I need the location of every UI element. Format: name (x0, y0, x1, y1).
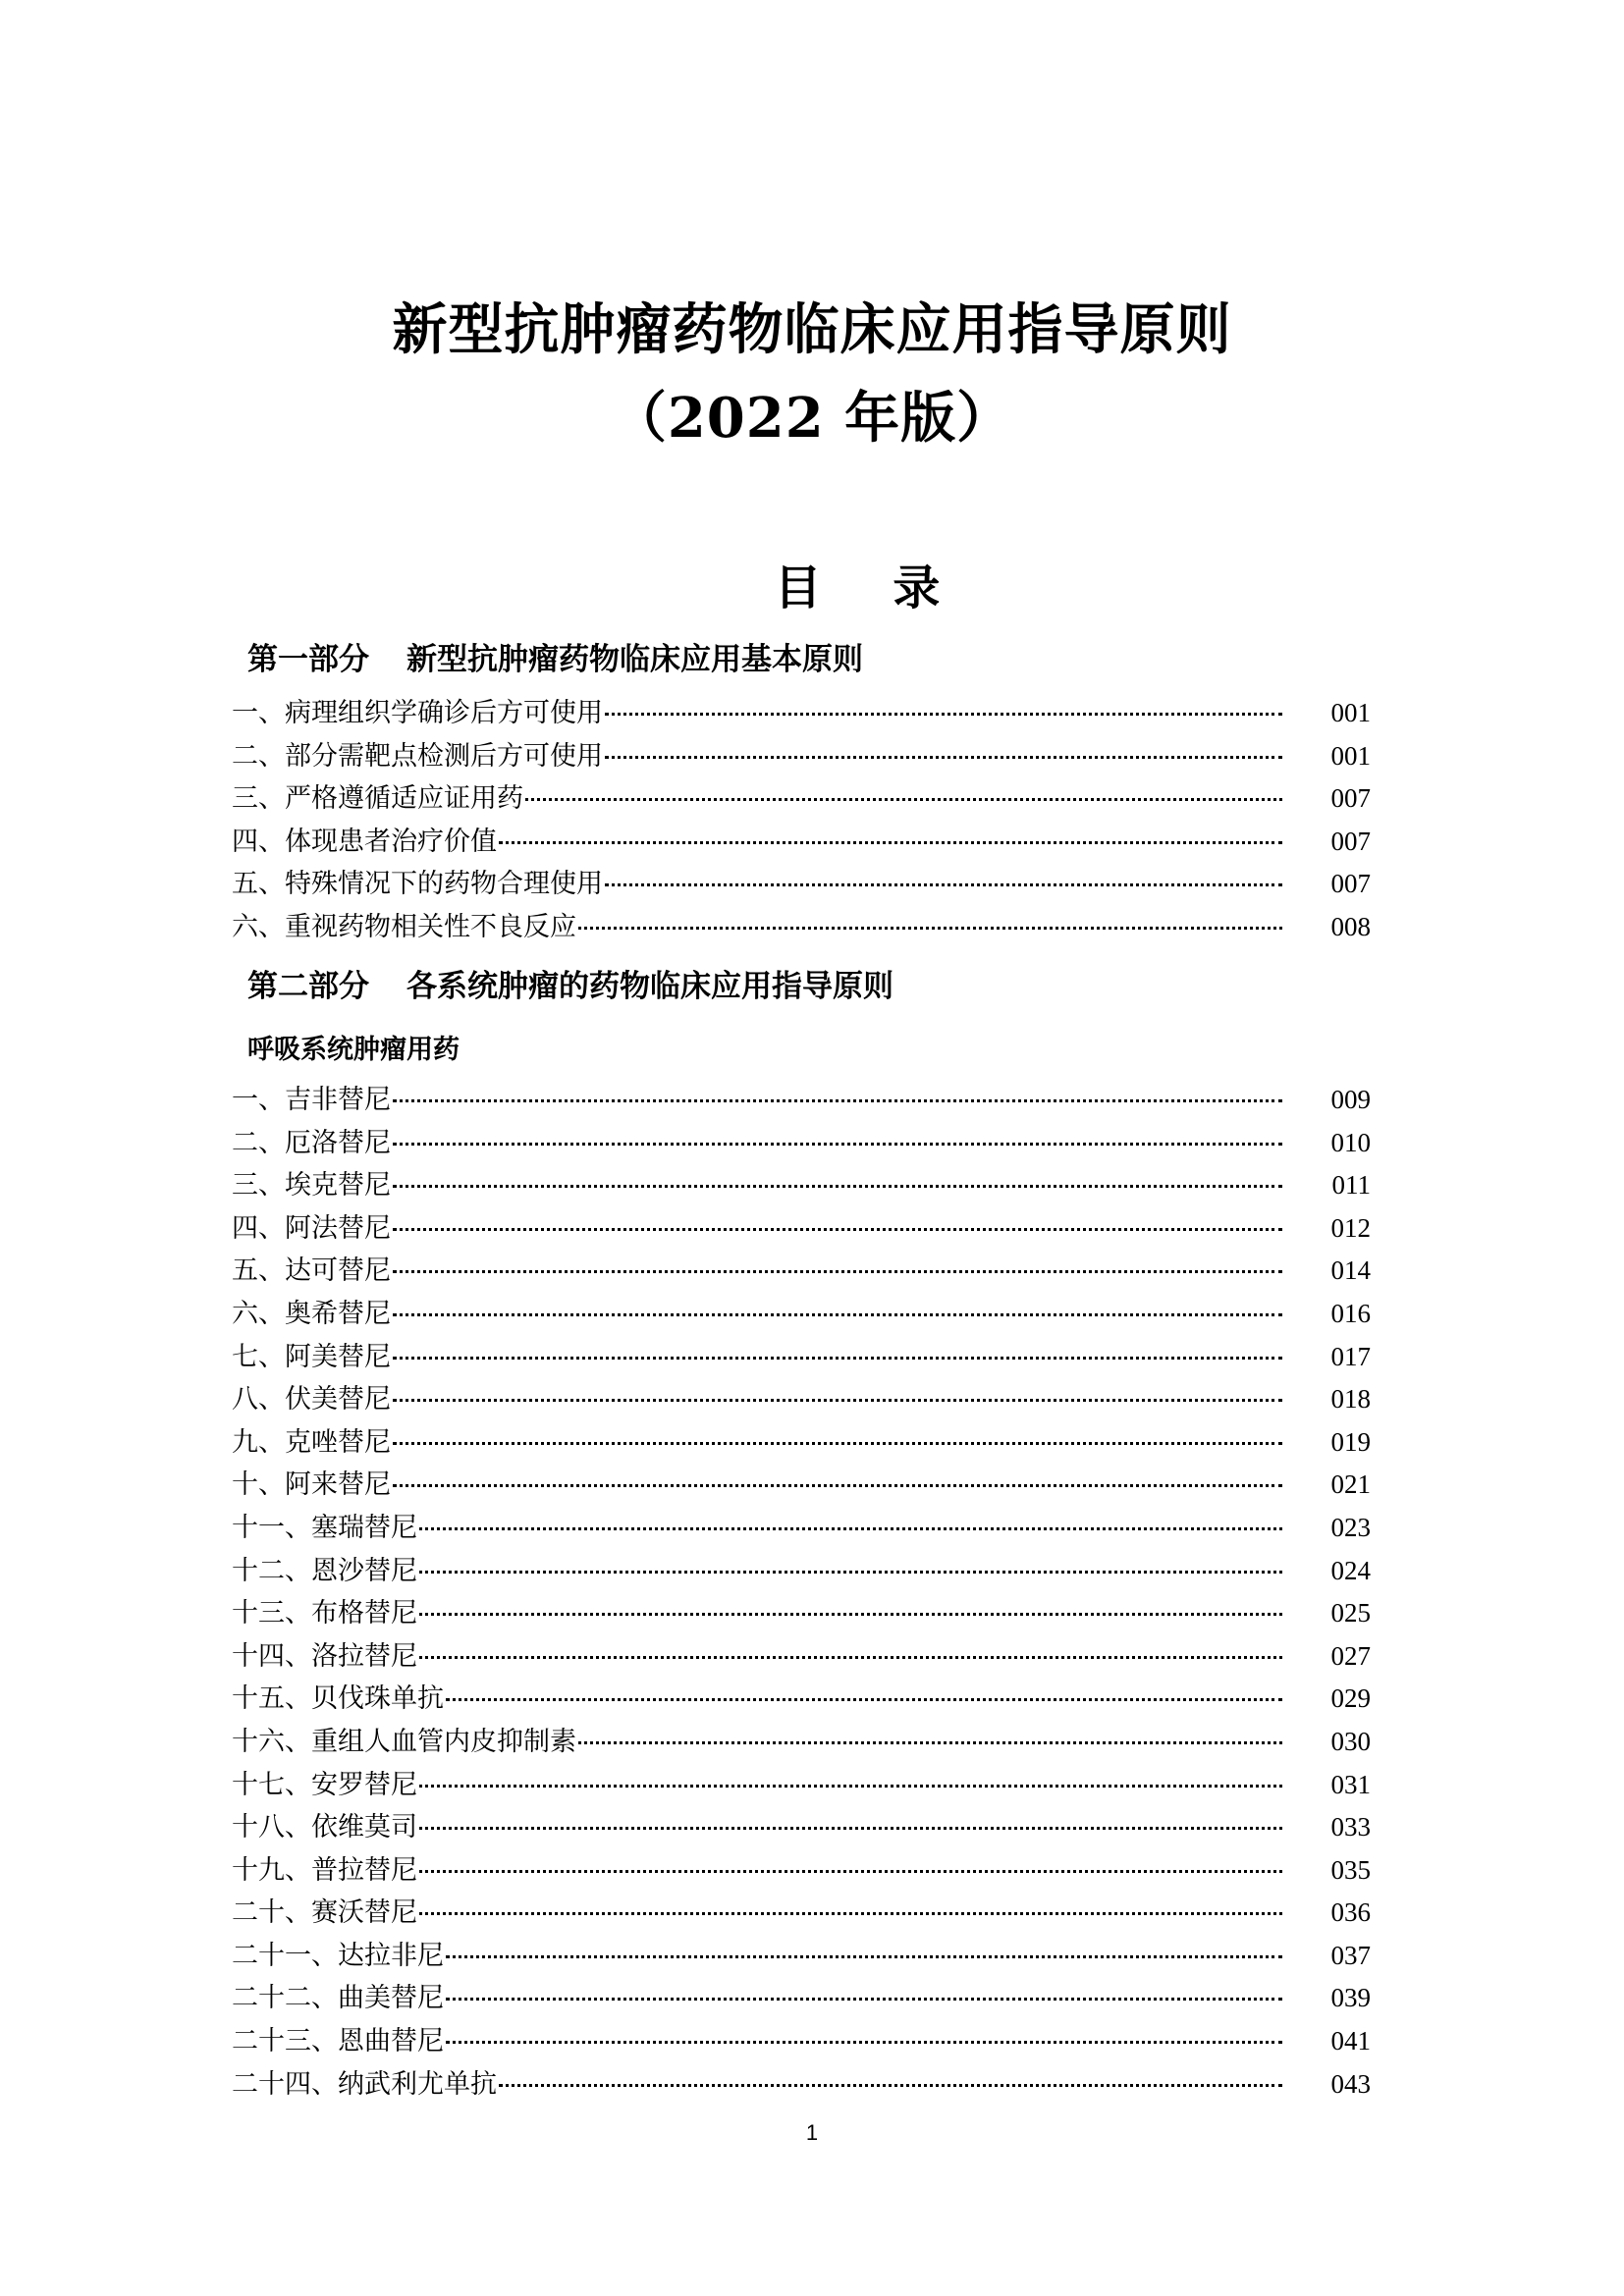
toc-entry[interactable] (232, 1635, 1371, 1679)
toc-entry[interactable] (232, 1122, 1371, 1165)
toc-entry[interactable] (232, 1977, 1371, 2020)
toc-entry[interactable] (232, 735, 1371, 778)
toc-dot-leader (605, 713, 1282, 716)
toc-entry-label: 二十一、达拉非尼 (232, 1940, 444, 1971)
toc-dot-leader (419, 1827, 1282, 1830)
toc-entry[interactable] (232, 1806, 1371, 1849)
page-number: 1 (805, 2120, 819, 2145)
toc-dot-leader (419, 1785, 1282, 1788)
toc-entry-label: 十二、恩沙替尼 (232, 1555, 417, 1586)
toc-entry[interactable] (232, 1550, 1371, 1593)
toc-dot-leader (393, 1185, 1282, 1188)
toc-entry[interactable] (232, 1935, 1371, 1978)
toc-entry-label: 二、厄洛替尼 (232, 1127, 391, 1158)
toc-dot-leader (393, 1399, 1282, 1402)
toc-entry[interactable] (232, 1464, 1371, 1507)
toc-entry-page: 041 (1330, 2026, 1371, 2056)
part1-title: 新型抗肿瘤药物临床应用基本原则 (406, 642, 863, 677)
toc-entry[interactable] (232, 692, 1371, 735)
part1-heading (247, 634, 863, 678)
toc-entry-label: 二十三、恩曲替尼 (232, 2026, 444, 2057)
section-heading-respiratory: 呼吸系统肿瘤用药 (247, 1035, 460, 1065)
toc-dot-leader (419, 1571, 1282, 1574)
toc-entry-page: 010 (1330, 1127, 1371, 1157)
part2-title: 各系统肿瘤的药物临床应用指导原则 (406, 969, 893, 1004)
toc-dot-leader (419, 1912, 1282, 1915)
toc-entry[interactable] (232, 1164, 1371, 1207)
toc-entry-page: 008 (1330, 911, 1371, 941)
toc-entry-label: 十九、普拉替尼 (232, 1854, 417, 1886)
toc-entry-label: 二十、赛沃替尼 (232, 1897, 417, 1929)
toc-entry-page: 023 (1330, 1512, 1371, 1542)
toc-entry[interactable] (232, 1721, 1371, 1764)
toc-entry-page: 001 (1330, 740, 1371, 771)
toc-entry[interactable] (232, 777, 1371, 821)
toc-dot-leader (605, 756, 1282, 759)
toc-entry[interactable] (232, 1207, 1371, 1251)
toc-entry[interactable] (232, 1678, 1371, 1721)
toc-entry-label: 九、克唑替尼 (232, 1426, 391, 1458)
toc-entry[interactable] (232, 1079, 1371, 1122)
toc-heading: 目 录 (774, 561, 968, 615)
toc-entry[interactable] (232, 1378, 1371, 1421)
toc-entry-label: 十六、重组人血管内皮抑制素 (232, 1726, 576, 1757)
toc-entry-label: 十四、洛拉替尼 (232, 1640, 417, 1672)
toc-entry-page: 037 (1330, 1940, 1371, 1970)
toc-entry[interactable] (232, 1849, 1371, 1893)
toc-entry[interactable] (232, 1764, 1371, 1807)
toc-entry-label: 四、体现患者治疗价值 (232, 826, 497, 857)
toc-entry[interactable] (232, 863, 1371, 906)
toc-entry-page: 016 (1330, 1298, 1371, 1328)
document-edition: （2022 年版） (611, 386, 1013, 451)
toc-entry-label: 四、阿法替尼 (232, 1212, 391, 1244)
toc-entry-page: 024 (1330, 1555, 1371, 1585)
toc-entry-label: 六、奥希替尼 (232, 1298, 391, 1329)
toc-entry[interactable] (232, 1336, 1371, 1379)
toc-entry-label: 二、部分需靶点检测后方可使用 (232, 740, 603, 772)
toc-entry-page: 007 (1330, 783, 1371, 814)
toc-entry-label: 十八、依维莫司 (232, 1812, 417, 1843)
toc-entry[interactable] (232, 1507, 1371, 1550)
toc-dot-leader (446, 1698, 1282, 1701)
toc-entry-label: 十、阿来替尼 (232, 1469, 391, 1501)
toc-entry-label: 十一、塞瑞替尼 (232, 1512, 417, 1543)
toc-entry-label: 十五、贝伐珠单抗 (232, 1683, 444, 1715)
toc-entry-page: 014 (1330, 1255, 1371, 1286)
toc-entry-page: 033 (1330, 1812, 1371, 1842)
toc-entry-page: 012 (1330, 1212, 1371, 1243)
toc-dot-leader (393, 1442, 1282, 1445)
toc-dot-leader (393, 1228, 1282, 1231)
toc-entry-label: 六、重视药物相关性不良反应 (232, 911, 576, 942)
toc-entry-page: 009 (1330, 1085, 1371, 1114)
toc-entry-label: 十七、安罗替尼 (232, 1769, 417, 1800)
toc-entry-label: 一、吉非替尼 (232, 1085, 391, 1115)
toc-entry-label: 五、特殊情况下的药物合理使用 (232, 869, 603, 900)
toc-entry[interactable] (232, 1892, 1371, 1935)
toc-entry[interactable] (232, 906, 1371, 949)
toc-dot-leader (446, 1998, 1282, 2001)
toc-dot-leader (578, 927, 1282, 930)
toc-entry-page: 036 (1330, 1897, 1371, 1928)
toc-entry[interactable] (232, 1293, 1371, 1336)
toc-entry-page: 007 (1330, 826, 1371, 856)
toc-dot-leader (446, 2041, 1282, 2044)
toc-entry-label: 三、严格遵循适应证用药 (232, 783, 523, 815)
toc-dot-leader (499, 2084, 1282, 2087)
part2-label: 第二部分 (247, 969, 369, 1004)
toc-entry[interactable] (232, 1250, 1371, 1293)
part2-toc-list (232, 1079, 1371, 2106)
toc-dot-leader (393, 1099, 1282, 1102)
toc-entry-page: 018 (1330, 1384, 1371, 1415)
toc-entry-label: 二十四、纳武利尤单抗 (232, 2068, 497, 2100)
toc-entry-page: 029 (1330, 1683, 1371, 1714)
toc-entry-page: 031 (1330, 1769, 1371, 1799)
toc-dot-leader (605, 883, 1282, 886)
toc-entry-page: 017 (1330, 1341, 1371, 1371)
toc-dot-leader (393, 1313, 1282, 1316)
toc-entry-page: 039 (1330, 1983, 1371, 2013)
toc-entry-label: 五、达可替尼 (232, 1255, 391, 1287)
toc-dot-leader (393, 1270, 1282, 1273)
toc-dot-leader (393, 1484, 1282, 1487)
toc-dot-leader (419, 1527, 1282, 1530)
toc-entry-page: 021 (1330, 1469, 1371, 1500)
toc-entry[interactable] (232, 821, 1371, 864)
toc-entry-label: 十三、布格替尼 (232, 1598, 417, 1629)
toc-entry-page: 030 (1330, 1726, 1371, 1756)
toc-entry-label: 二十二、曲美替尼 (232, 1983, 444, 2014)
toc-entry-label: 七、阿美替尼 (232, 1341, 391, 1372)
toc-entry-label: 八、伏美替尼 (232, 1384, 391, 1415)
toc-dot-leader (419, 1613, 1282, 1616)
toc-entry-label: 三、埃克替尼 (232, 1170, 391, 1201)
toc-entry-page: 019 (1330, 1426, 1371, 1457)
toc-entry-label: 一、病理组织学确诊后方可使用 (232, 698, 603, 728)
toc-dot-leader (525, 798, 1282, 801)
toc-entry[interactable] (232, 2020, 1371, 2063)
toc-dot-leader (446, 1955, 1282, 1958)
part1-toc-list (232, 692, 1371, 949)
toc-dot-leader (419, 1656, 1282, 1659)
part1-label: 第一部分 (247, 642, 369, 677)
toc-dot-leader (419, 1870, 1282, 1873)
toc-entry-page: 027 (1330, 1640, 1371, 1671)
toc-entry-page: 025 (1330, 1598, 1371, 1629)
toc-entry-page: 043 (1330, 2068, 1371, 2099)
part2-heading (247, 961, 893, 1005)
document-title: 新型抗肿瘤药物临床应用指导原则 (392, 297, 1232, 362)
toc-dot-leader (393, 1143, 1282, 1146)
toc-entry[interactable] (232, 2063, 1371, 2107)
toc-dot-leader (578, 1741, 1282, 1744)
toc-entry-page: 035 (1330, 1854, 1371, 1885)
toc-entry-page: 001 (1330, 698, 1371, 727)
toc-entry[interactable] (232, 1592, 1371, 1635)
toc-entry-page: 007 (1330, 869, 1371, 899)
toc-dot-leader (393, 1357, 1282, 1360)
toc-entry-page: 011 (1331, 1170, 1371, 1201)
toc-dot-leader (499, 841, 1282, 844)
toc-entry[interactable] (232, 1421, 1371, 1465)
